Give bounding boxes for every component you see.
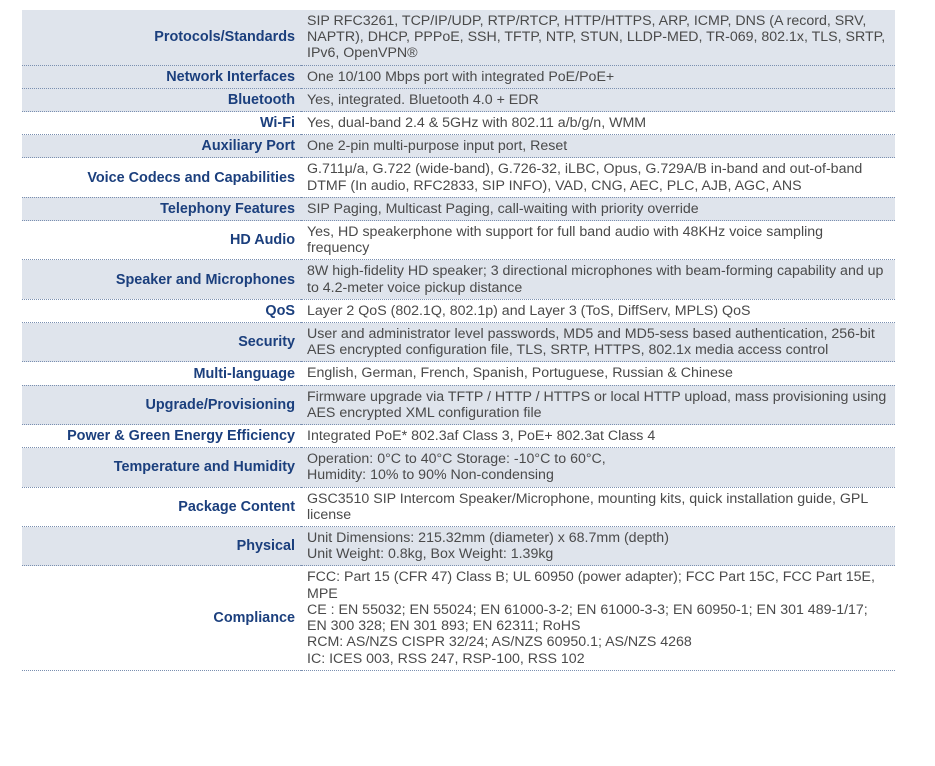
- spec-label: HD Audio: [22, 221, 301, 260]
- spec-value: Yes, integrated. Bluetooth 4.0 + EDR: [301, 88, 895, 111]
- spec-value-line: Unit Weight: 0.8kg, Box Weight: 1.39kg: [307, 546, 554, 563]
- spec-row-multi-language: [22, 362, 895, 385]
- spec-value: Yes, HD speakerphone with support for full band audio with 48KHz voice sampling frequency: [301, 221, 895, 260]
- spec-value: GSC3510 SIP Intercom Speaker/Microphone, mounting kits, quick installation guide, GPL license: [301, 487, 895, 526]
- spec-label: QoS: [22, 299, 301, 322]
- spec-row-upgrade-provisioning: [22, 385, 895, 424]
- spec-value: One 10/100 Mbps port with integrated PoE/PoE+: [301, 65, 895, 88]
- spec-label: Auxiliary Port: [22, 135, 301, 158]
- spec-label: Power & Green Energy Efficiency: [22, 425, 301, 448]
- spec-label: Security: [22, 323, 301, 362]
- spec-label: Upgrade/Provisioning: [22, 385, 301, 424]
- spec-sheet: [22, 10, 895, 671]
- spec-value: Yes, dual-band 2.4 & 5GHz with 802.11 a/b/g/n, WMM: [301, 112, 895, 135]
- spec-row-temperature-humidity: [22, 448, 895, 487]
- spec-row-compliance: [22, 566, 895, 670]
- spec-row-hd-audio: [22, 221, 895, 260]
- specification-table: [22, 10, 895, 671]
- spec-label: Wi-Fi: [22, 112, 301, 135]
- spec-value-line: RCM: AS/NZS CISPR 32/24; AS/NZS 60950.1; AS/NZS 4268: [307, 634, 692, 651]
- spec-label: Multi-language: [22, 362, 301, 385]
- spec-row-security: [22, 323, 895, 362]
- spec-value: G.711μ/a, G.722 (wide-band), G.726-32, iLBC, Opus, G.729A/B in-band and out-of-band DTMF (In audio, RFC2833, SIP INFO), VAD, CNG, AEC, PLC, AJB, AGC, ANS: [301, 158, 895, 197]
- spec-label: Voice Codecs and Capabilities: [22, 158, 301, 197]
- spec-value: Firmware upgrade via TFTP / HTTP / HTTPS or local HTTP upload, mass provisioning using AES encrypted XML configuration file: [301, 385, 895, 424]
- spec-value-line: Unit Dimensions: 215.32mm (diameter) x 68.7mm (depth): [307, 530, 669, 547]
- spec-value: [301, 448, 895, 487]
- spec-label: Temperature and Humidity: [22, 448, 301, 487]
- spec-value: SIP Paging, Multicast Paging, call-waiting with priority override: [301, 197, 895, 220]
- spec-label: Physical: [22, 527, 301, 566]
- spec-value: [301, 566, 895, 670]
- spec-value: [301, 527, 895, 566]
- spec-value: One 2-pin multi-purpose input port, Reset: [301, 135, 895, 158]
- spec-value-line: Humidity: 10% to 90% Non-condensing: [307, 467, 554, 484]
- spec-label: Protocols/Standards: [22, 10, 301, 65]
- spec-value: User and administrator level passwords, MD5 and MD5-sess based authentication, 256-bit AES encrypted configuration file, TLS, SRTP, HTTPS, 802.1x media access control: [301, 323, 895, 362]
- spec-label: Speaker and Microphones: [22, 260, 301, 299]
- spec-row-wifi: [22, 112, 895, 135]
- spec-label: Bluetooth: [22, 88, 301, 111]
- spec-row-power: [22, 425, 895, 448]
- spec-label: Package Content: [22, 487, 301, 526]
- spec-row-protocols: [22, 10, 895, 65]
- spec-value: Integrated PoE* 802.3af Class 3, PoE+ 802.3at Class 4: [301, 425, 895, 448]
- spec-row-package-content: [22, 487, 895, 526]
- spec-row-qos: [22, 299, 895, 322]
- spec-row-network-interfaces: [22, 65, 895, 88]
- spec-row-bluetooth: [22, 88, 895, 111]
- spec-row-telephony-features: [22, 197, 895, 220]
- spec-value-line: IC: ICES 003, RSS 247, RSP-100, RSS 102: [307, 650, 585, 667]
- spec-row-auxiliary-port: [22, 135, 895, 158]
- spec-label: Telephony Features: [22, 197, 301, 220]
- spec-row-physical: [22, 527, 895, 566]
- spec-value: SIP RFC3261, TCP/IP/UDP, RTP/RTCP, HTTP/HTTPS, ARP, ICMP, DNS (A record, SRV, NAPTR), DHCP, PPPoE, SSH, TFTP, NTP, STUN, LLDP-MED, TR-069, 802.1x, TLS, SRTP, IPv6, OpenVPN®: [301, 10, 895, 65]
- spec-label: Compliance: [22, 566, 301, 670]
- spec-value: English, German, French, Spanish, Portuguese, Russian & Chinese: [301, 362, 895, 385]
- spec-row-speaker-microphones: [22, 260, 895, 299]
- spec-value-line: CE : EN 55032; EN 55024; EN 61000-3-2; EN 61000-3-3; EN 60950-1; EN 301 489-1/17; EN 300 328; EN 301 893; EN 62311; RoHS: [307, 601, 868, 635]
- spec-row-voice-codecs: [22, 158, 895, 197]
- spec-label: Network Interfaces: [22, 65, 301, 88]
- spec-value: Layer 2 QoS (802.1Q, 802.1p) and Layer 3 (ToS, DiffServ, MPLS) QoS: [301, 299, 895, 322]
- spec-value: 8W high-fidelity HD speaker; 3 directional microphones with beam-forming capability and up to 4.2-meter voice pickup distance: [301, 260, 895, 299]
- spec-value-line: FCC: Part 15 (CFR 47) Class B; UL 60950 (power adapter); FCC Part 15C, FCC Part 15E, MPE: [307, 569, 875, 602]
- spec-value-line: Operation: 0°C to 40°C Storage: -10°C to 60°C,: [307, 451, 606, 468]
